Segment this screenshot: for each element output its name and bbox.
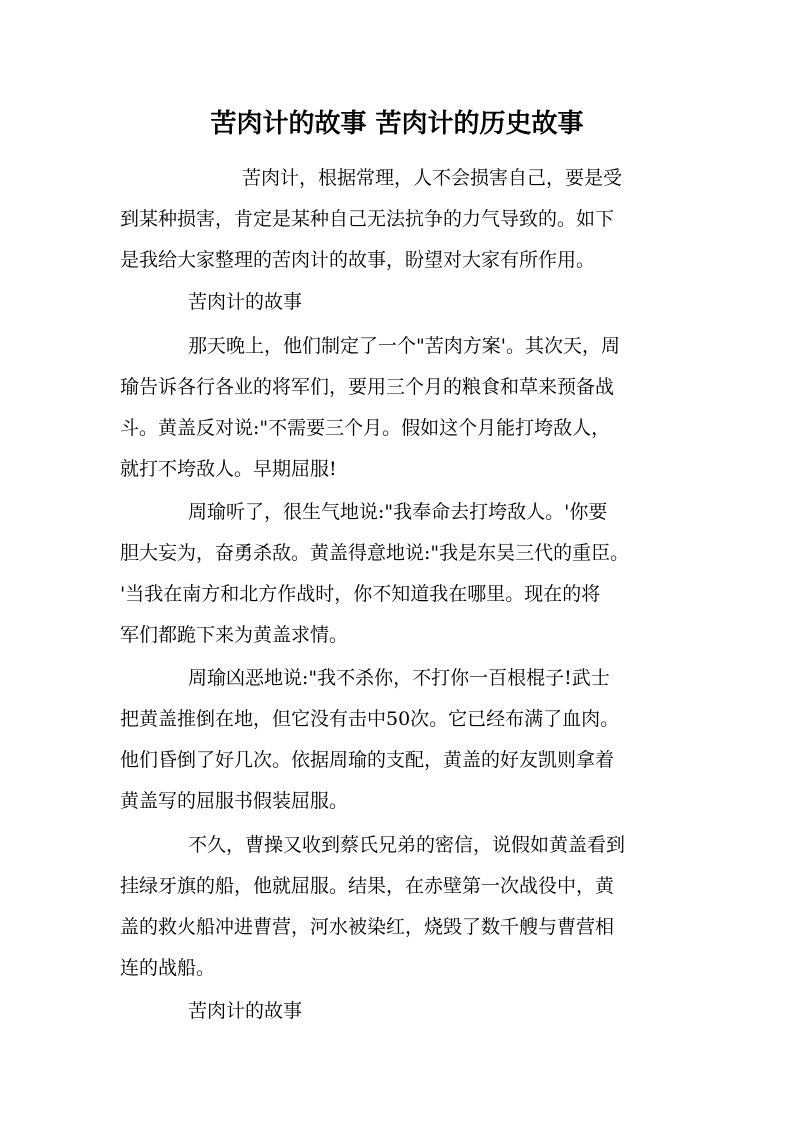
text-line: 挂绿牙旗的船，他就屈服。结果，在赤壁第一次战役中，黄 — [120, 875, 615, 897]
text-line: 到某种损害，肯定是某种自己无法抗争的力气导致的。如下 — [120, 208, 615, 230]
text-line: 斗。黄盖反对说:"不需要三个月。假如这个月能打垮敌人， — [120, 417, 611, 439]
text-line: 就打不垮敌人。早期屈服! — [120, 458, 337, 480]
text-line: 把黄盖推倒在地，但它没有击中50次。它已经布满了血肉。 — [120, 708, 620, 730]
section-heading: 苦肉计的故事 — [188, 1000, 303, 1022]
text-line: 是我给大家整理的苦肉计的故事，盼望对大家有所作用。 — [120, 249, 596, 271]
text-line: 瑜告诉各行各业的将军们，要用三个月的粮食和草来预备战 — [120, 376, 615, 398]
text-line: 连的战船。 — [120, 957, 216, 979]
text-line: 盖的救火船冲进曹营，河水被染红，烧毁了数千艘与曹营相 — [120, 916, 615, 938]
text-line: 周瑜听了，很生气地说:"我奉命去打垮敌人。'你要 — [188, 501, 608, 523]
text-line: 周瑜凶恶地说:"我不杀你，不打你一百根棍子!武士 — [188, 667, 610, 689]
text-line: 不久，曹操又收到蔡氏兄弟的密信，说假如黄盖看到 — [188, 834, 626, 856]
document-title: 苦肉计的故事 苦肉计的历史故事 — [210, 109, 584, 139]
text-line: '当我在南方和北方作战时，你不知道我在哪里。现在的将 — [120, 583, 601, 605]
text-line: 黄盖写的屈服书假装屈服。 — [120, 790, 349, 812]
text-line: 那天晚上，他们制定了一个"苦肉方案'。其次天，周 — [188, 335, 620, 357]
text-line: 胆大妄为，奋勇杀敌。黄盖得意地说:"我是东吴三代的重臣。 — [120, 542, 630, 564]
text-line: 军们都跪下来为黄盖求情。 — [120, 624, 349, 646]
section-heading: 苦肉计的故事 — [188, 291, 303, 313]
text-line: 他们昏倒了好几次。依据周瑜的支配，黄盖的好友凯则拿着 — [120, 749, 615, 771]
text-line: 苦肉计，根据常理，人不会损害自己，要是受 — [242, 167, 623, 189]
